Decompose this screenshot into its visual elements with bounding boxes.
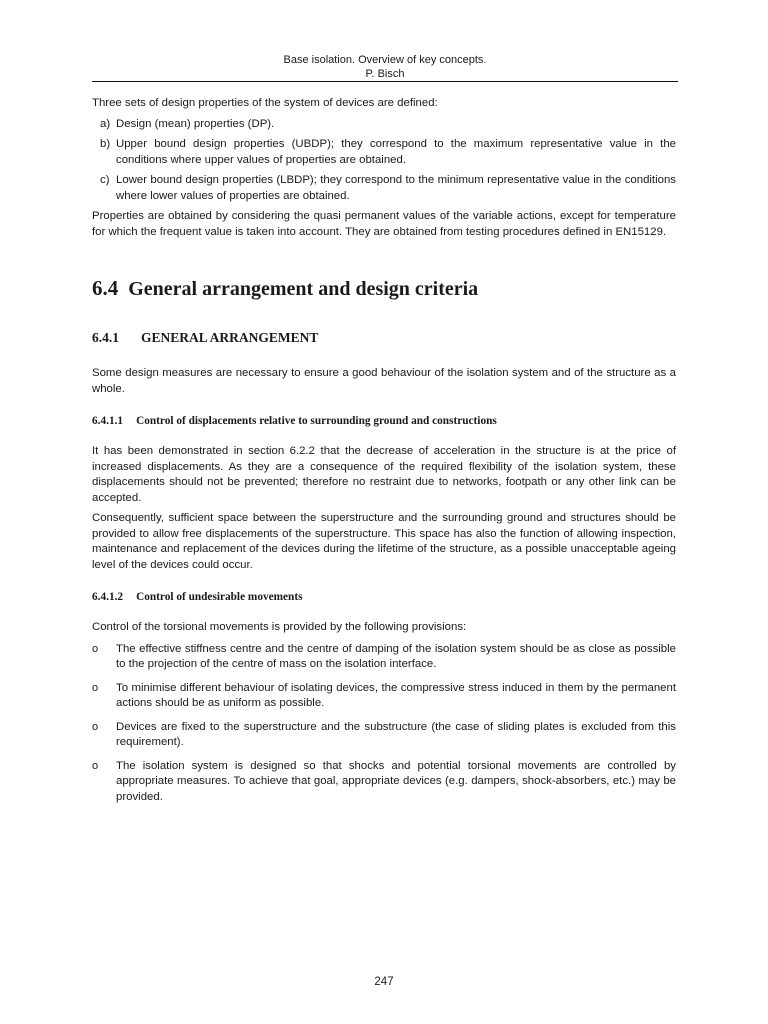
bullet-marker: o (92, 642, 99, 655)
page-number: 247 (374, 976, 394, 988)
list-item (92, 759, 676, 806)
section-title: General arrangement and design criteria (128, 278, 479, 300)
subsection-heading (92, 329, 676, 347)
list-marker: a) (100, 117, 111, 130)
subsection-number: 6.4.1 (92, 330, 119, 345)
bullet-marker: o (92, 681, 99, 694)
list-item-text: To minimise different behaviour of isolating devices, the compressive stress induced in them by the permanent actions should be as uniform as possible. (116, 681, 676, 709)
body-paragraph: Consequently, sufficient space between the superstructure and the surrounding ground and structures should be provided to allow free displacements of the superstructure. This space has also the function of allowing inspection, maintenance and replacement of the devices during the lifetime of the structure, as a possible unacceptable ageing level of the devices could occur. (92, 512, 676, 571)
section-heading (92, 276, 676, 301)
list-item-text: Upper bound design properties (UBDP); they correspond to the maximum representative value in the conditions where upper values of properties are obtained. (116, 138, 676, 166)
subsubsection-title: Control of displacements relative to surrounding ground and constructions (136, 415, 497, 427)
header-rule (92, 81, 678, 82)
list-marker: c) (100, 174, 110, 186)
subsection-title: GENERAL ARRANGEMENT (141, 330, 319, 345)
list-item (92, 173, 676, 204)
list-item-text: Devices are fixed to the superstructure and the substructure (the case of sliding plates is excluded from this requirement). (116, 720, 676, 748)
running-header (92, 53, 678, 81)
subsubsection-number: 6.4.1.1 (92, 415, 124, 427)
list-item (92, 117, 676, 133)
design-properties-list (92, 117, 676, 205)
header-title: Base isolation. Overview of key concepts. (283, 54, 487, 66)
list-item-text: Design (mean) properties (DP). (116, 117, 275, 130)
section-number: 6.4 (92, 276, 119, 300)
list-item (92, 720, 676, 751)
list-item (92, 642, 676, 673)
intro-paragraph: Three sets of design properties of the system of devices are defined: (92, 97, 438, 109)
header-author: P. Bisch (365, 68, 405, 80)
bullet-marker: o (92, 759, 99, 772)
list-item (92, 137, 676, 168)
body-paragraph: Control of the torsional movements is provided by the following provisions: (92, 621, 467, 633)
list-item-text: The isolation system is designed so that shocks and potential torsional movements are controlled by appropriate measures. To achieve that goal, appropriate devices (e.g. dampers, shock-absorbers, etc.) may be provided. (116, 759, 676, 803)
list-item-text: The effective stiffness centre and the centre of damping of the isolation system should be as close as possible to the projection of the centre of mass on the isolation interface. (116, 642, 676, 670)
list-marker: b) (100, 138, 111, 150)
list-item (92, 681, 676, 712)
page-body (92, 96, 676, 813)
bullet-marker: o (92, 720, 99, 733)
body-paragraph: It has been demonstrated in section 6.2.2 that the decrease of acceleration in the structure is at the price of increased displacements. As they are a consequence of the required flexibility of the isolation system, these displacements should not be prevented; therefore no restraint due to networks, footpath or any other link can be accepted. (92, 445, 676, 504)
subsubsection-number: 6.4.1.2 (92, 591, 124, 603)
list-item-text: Lower bound design properties (LBDP); they correspond to the minimum representative value in the conditions where lower values of properties are obtained. (116, 174, 676, 202)
subsubsection-heading (92, 414, 676, 429)
subsubsection-title: Control of undesirable movements (136, 591, 303, 603)
provisions-list (92, 642, 676, 806)
subsubsection-heading (92, 590, 676, 605)
properties-paragraph: Properties are obtained by considering the quasi permanent values of the variable actions, except for temperature for which the frequent value is taken into account. They are obtained from testing procedures defined in EN15129. (92, 210, 676, 238)
subsection-paragraph: Some design measures are necessary to ensure a good behaviour of the isolation system and of the structure as a whole. (92, 367, 676, 395)
